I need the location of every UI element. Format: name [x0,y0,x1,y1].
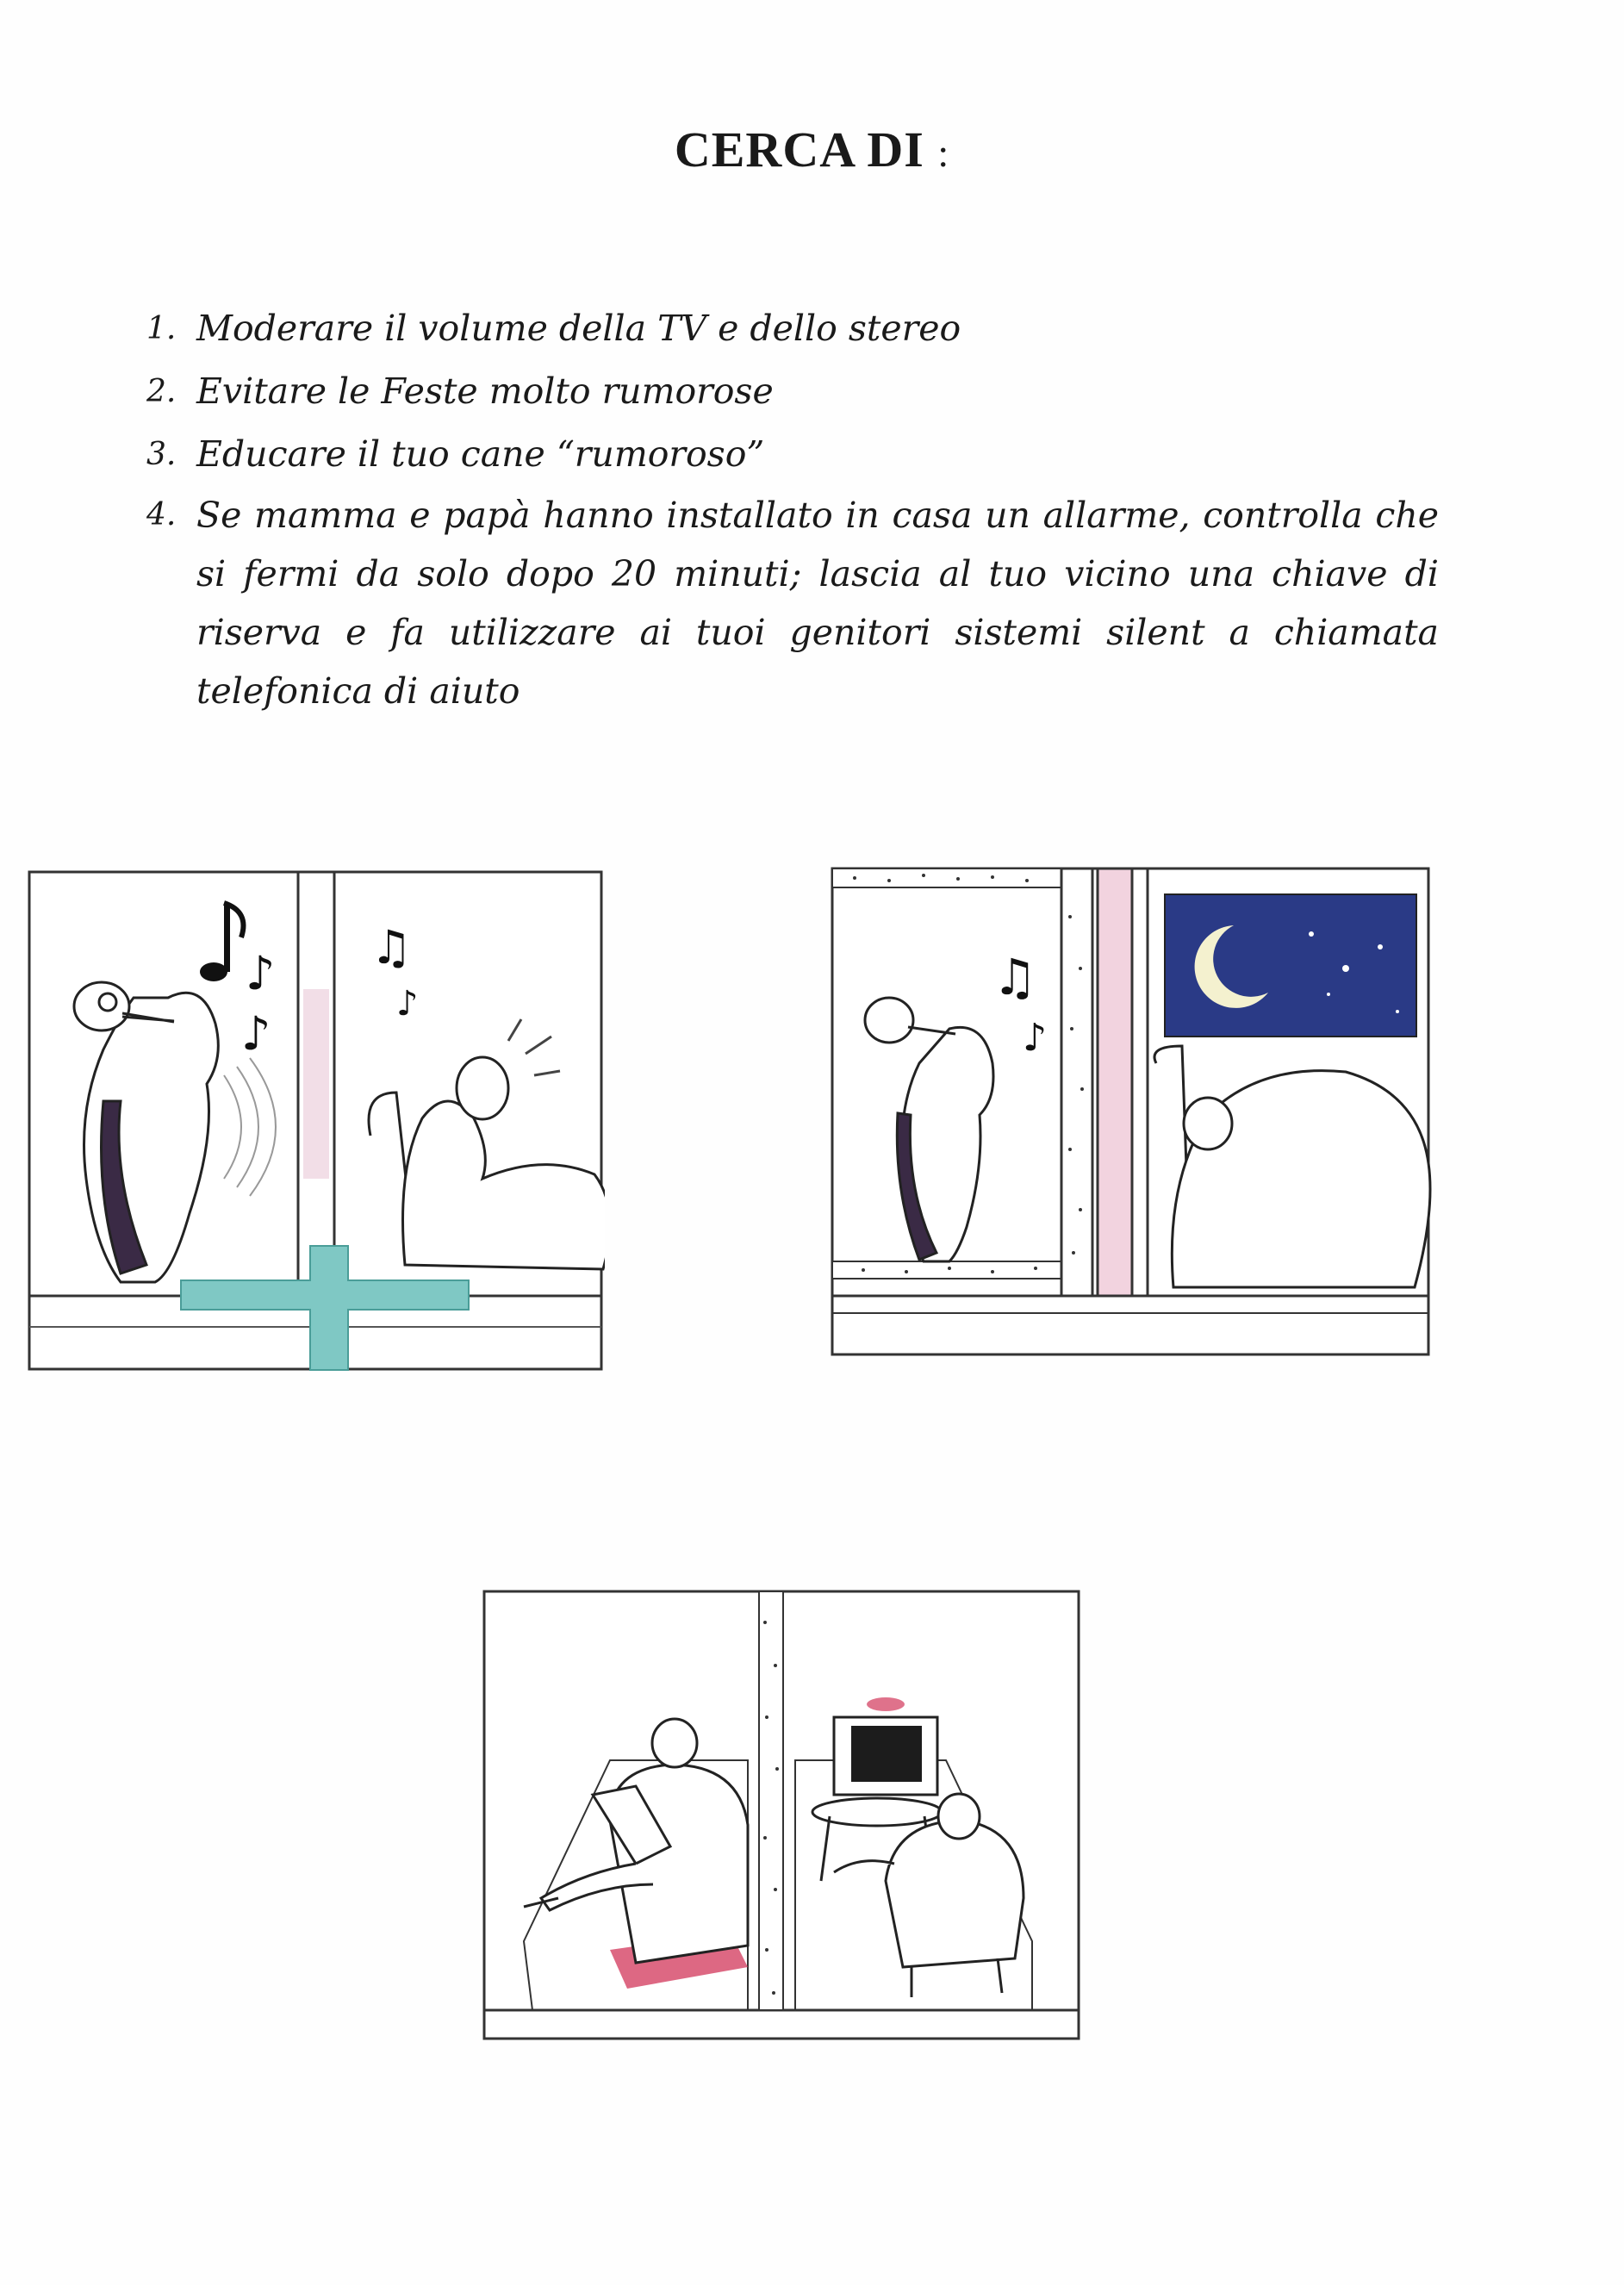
svg-text:♪: ♪ [241,1006,271,1061]
tips-list [146,297,1439,720]
svg-text:♫: ♫ [992,948,1037,1006]
illustration-insulated-wall [829,865,1432,1358]
page-title [0,121,1624,178]
insulated-wall [1061,869,1092,1296]
list-item [146,297,1439,360]
list-item [146,486,1439,720]
title-colon: : [937,131,950,175]
bottom-insulation [832,1261,1082,1279]
dotted-wall [759,1591,783,2010]
svg-text:♪: ♪ [1023,1016,1048,1060]
pink-wall-layer [1098,869,1132,1296]
list-number: 3. [146,437,177,472]
list-text: Educare il tuo cane “rumoroso” [196,433,765,475]
illustration-noisy-neighbor [26,869,605,1373]
list-number: 2. [146,374,177,409]
svg-text:♪: ♪ [246,946,276,1000]
title-text: CERCA DI [674,121,924,177]
illustration-quiet-tv [481,1588,1082,2042]
svg-text:♫: ♫ [370,920,413,974]
list-item [146,360,1439,423]
list-number: 4. [146,497,177,532]
list-text: Moderare il volume della TV e dello stereo [196,308,961,349]
list-item [146,423,1439,486]
list-text: Se mamma e papà hanno installato in casa un allarme, controlla che si fermi da solo dopo 20 minuti; lascia al tuo vicino una chiave di riserva e fa utilizzare ai tuoi genitori sistemi silent a chiamata telefonica di aiuto [196,495,1439,712]
list-text: Evitare le Feste molto rumorose [196,370,774,412]
list-number: 1. [146,311,177,346]
svg-text:♪: ♪ [396,984,419,1024]
wall-shadow [303,989,329,1179]
